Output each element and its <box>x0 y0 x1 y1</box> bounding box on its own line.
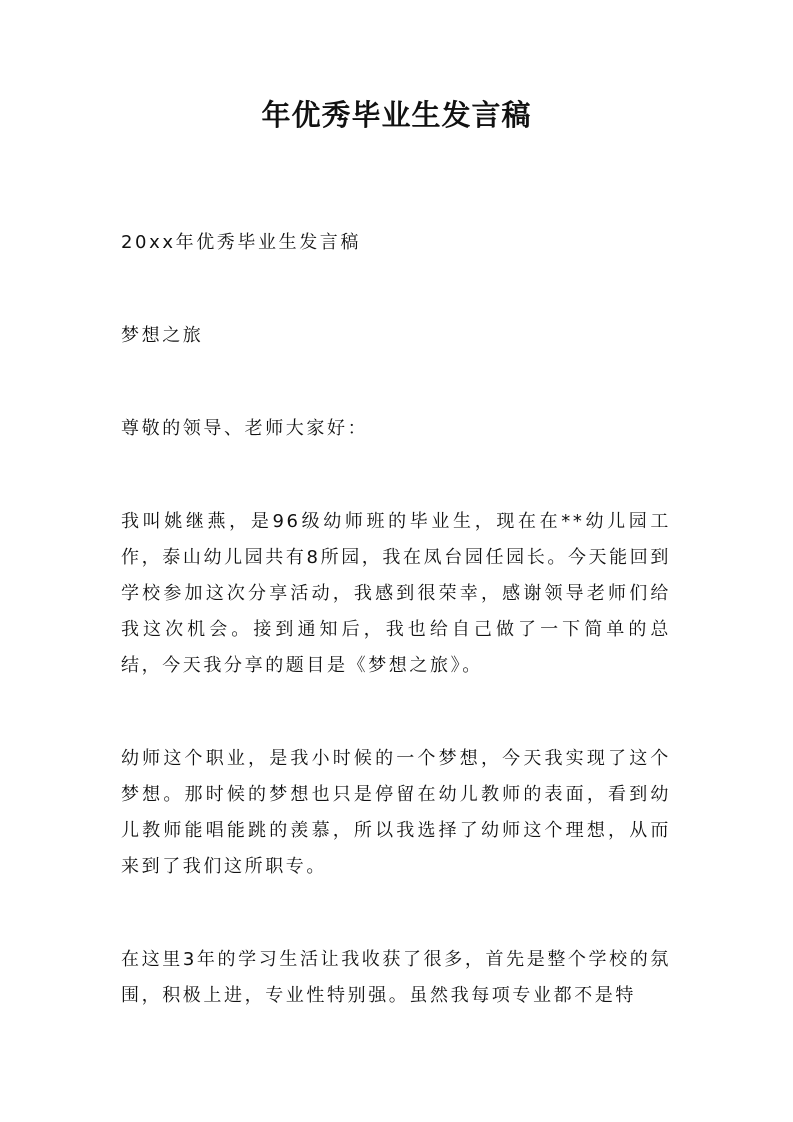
greeting-paragraph: 尊敬的领导、老师大家好： <box>121 418 369 439</box>
study-paragraph: 在这里3年的学习生活让我收获了很多，首先是整个学校的氛围，积极上进，专业性特别强。虽然我每项专业都不是特 <box>121 949 671 1006</box>
intro-paragraph: 我叫姚继燕，是96级幼师班的毕业生，现在在**幼儿园工作，泰山幼儿园共有8所园，我在凤台园任园长。今天能回到学校参加这次分享活动，我感到很荣幸，感谢领导老师们给我这次机会。接到通知后，我也给自己做了一下简单的总结，今天我分享的题目是《梦想之旅》。 <box>121 511 671 676</box>
dream-paragraph: 幼师这个职业，是我小时候的一个梦想，今天我实现了这个梦想。那时候的梦想也只是停留在幼儿教师的表面，看到幼儿教师能唱能跳的羡慕，所以我选择了幼师这个理想，从而来到了我们这所职专。 <box>121 748 671 877</box>
subtitle-paragraph: 20xx年优秀毕业生发言稿 <box>121 232 362 253</box>
document-title: 年优秀毕业生发言稿 <box>261 98 532 132</box>
document-body <box>121 225 671 1071</box>
speech-title-paragraph: 梦想之旅 <box>121 325 204 346</box>
